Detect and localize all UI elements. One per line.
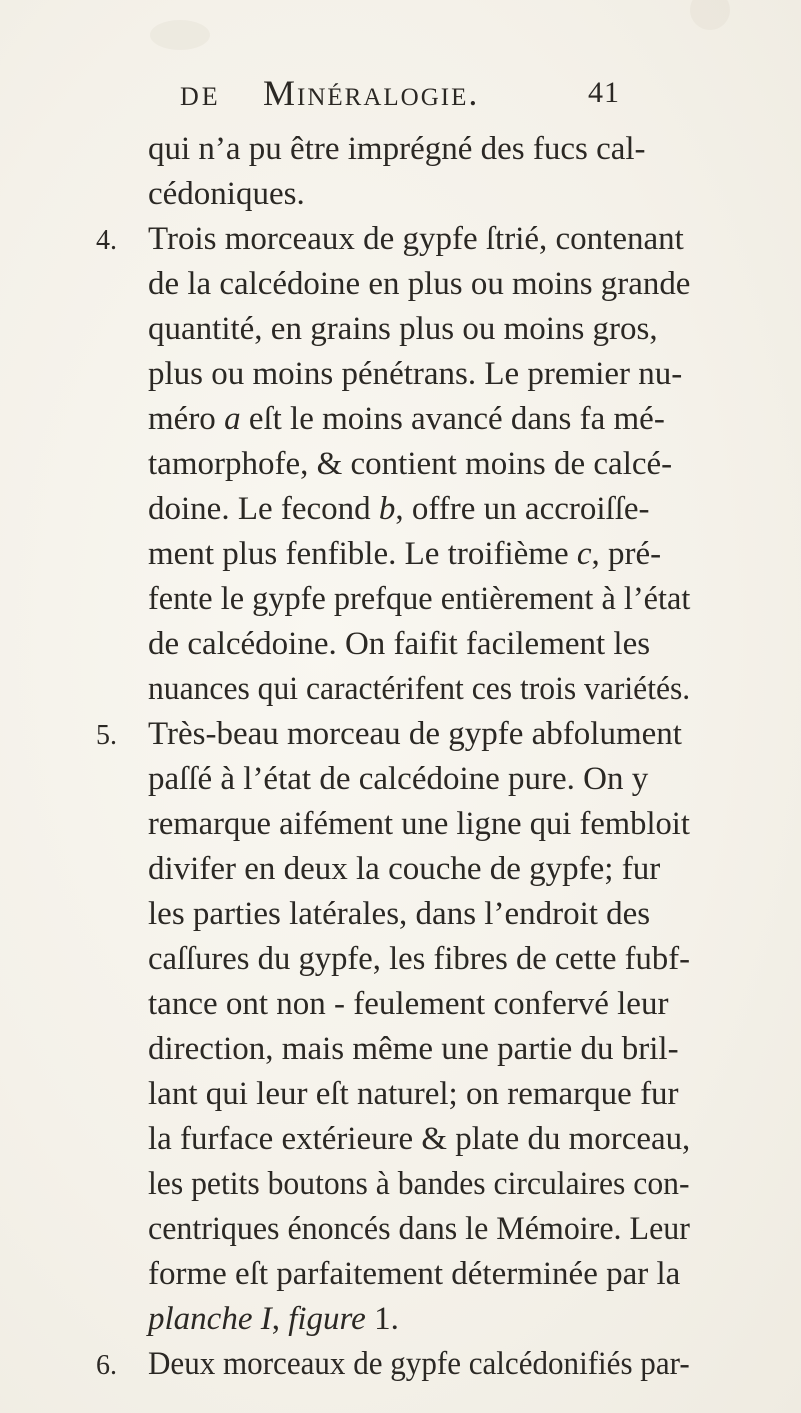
text-segment: eſt le moins avancé dans fa mé- [240,401,665,437]
italic-segment: figure [288,1301,366,1337]
item-number: 6. [96,1350,117,1381]
item-number: 5. [96,720,117,751]
text-segment: , pré- [591,536,662,572]
text-line: fente le gypfe prefque entièrement à l’état [148,581,691,617]
text-line: la furface extérieure & plate du morceau, [148,1121,691,1157]
text-line [148,403,665,436]
text-line: direction, mais même une partie du bril- [148,1031,679,1067]
text-line: plus ou moins pénétrans. Le premier nu- [148,356,683,392]
text-line [148,538,661,571]
text-line: tance ont non - feulement confervé leur [148,986,669,1022]
text-line: de calcédoine. On faifit facilement les [148,626,651,662]
text-line: Très-beau morceau de gypfe abfolument [148,716,682,752]
text-line: cédoniques. [148,176,305,212]
text-segment: méro [148,401,225,437]
paper-stain [690,0,730,30]
text-line: les parties latérales, dans l’endroit des [148,896,651,932]
page-number: 41 [588,76,620,109]
text-line: centriques énoncés dans le Mémoire. Leur [148,1211,690,1247]
text-line [148,493,650,526]
text-line: qui n’a pu être imprégné des fucs cal- [148,131,646,167]
text-line: lant qui leur eſt naturel; on remarque fur [148,1076,679,1112]
text-line: divifer en deux la couche de gypfe; fur [148,851,661,887]
text-line: Deux morceaux de gypfe calcédonifiés par- [148,1346,690,1382]
text-segment: 1. [365,1301,399,1337]
text-line: forme eſt parfaitement déterminée par la [148,1256,681,1292]
text-line: caſſures du gypfe, les fibres de cette fubf- [148,941,690,977]
text-segment: doine. Le fecond [148,491,379,527]
text-line: remarque aifément une ligne qui fembloit [148,806,690,842]
text-line [148,1303,399,1336]
paper-stain [150,20,210,50]
italic-segment: planche I [148,1301,272,1337]
text-segment: , offre un accroiſſe- [395,491,650,527]
item-number: 4. [96,225,117,256]
running-header [180,72,620,122]
text-segment: , [271,1301,289,1337]
text-line: quantité, en grains plus ou moins gros, [148,311,658,347]
italic-letter: a [224,401,241,437]
header-title: Minéralogie. [263,73,480,113]
text-segment: ment plus fenfible. Le troifième [148,536,577,572]
text-line: les petits boutons à bandes circulaires con- [148,1166,690,1202]
text-line: Trois morceaux de gypfe ſtrié, contenant [148,221,684,257]
italic-letter: c [576,536,592,572]
text-line: de la calcédoine en plus ou moins grande [148,266,691,302]
header-de: DE [180,82,221,111]
italic-letter: b [378,491,396,527]
text-line: nuances qui caractérifent ces trois variétés. [148,671,691,707]
text-line: tamorphofe, & contient moins de calcé- [148,446,673,482]
text-line: paſſé à l’état de calcédoine pure. On y [148,761,649,797]
